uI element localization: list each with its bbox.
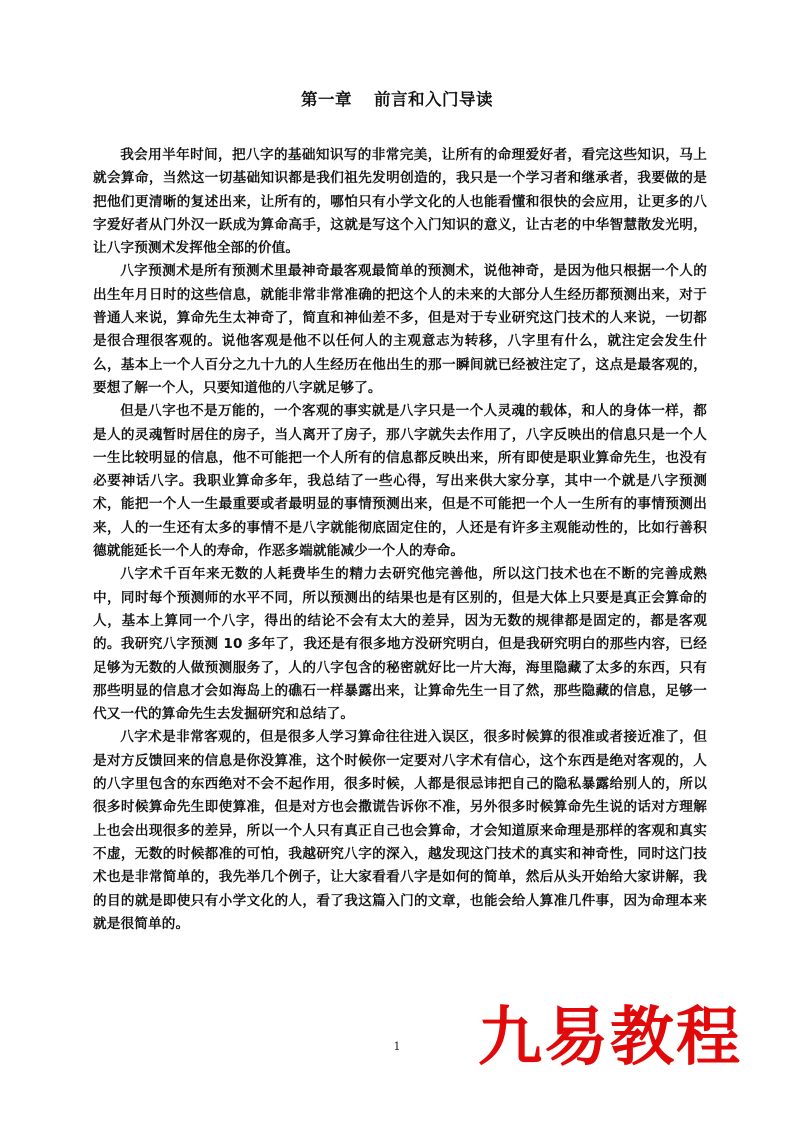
paragraph-3: 但是八字也不是万能的，一个客观的事实就是八字只是一个人灵魂的载体，和人的身体一样，都是人的灵魂暂时居住的房子，当人离开了房子，那八字就失去作用了，八字反映出的信息只是一个人一生比较明显的信息，他不可能把一个人所有的信息都反映出来，所有即使是职业算命先生，也没有必要神话八字。我职业算命多年，我总结了一些心得，写出来供大家分享，其中一个就是八字预测术，能把一个人一生最重要或者最明显的事情预测出来，但是不可能把一个人一生所有的事情预测出来，人的一生还有太多的事情不是八字就能彻底固定住的，人还是有许多主观能动性的，比如行善积德就能延长一个人的寿命，作恶多端就能减少一个人的寿命。 xyxy=(93,403,707,560)
page-number: 1 xyxy=(393,1040,401,1053)
chapter-label: 第一章 xyxy=(301,90,352,109)
chapter-title-text: 前言和入门导读 xyxy=(374,90,493,109)
body-text xyxy=(93,144,707,936)
paragraph-4: 八字术千百年来无数的人耗费毕生的精力去研究他完善他，所以这门技术也在不断的完善成熟中，同时每个预测师的水平不同，所以预测出的结果也是有区别的，但是大体上只要是真正会算命的人，基本上算同一个八字，得出的结论不会有太大的差异，因为无数的规律都是固定的，都是客观的。我研究八字预测 10 多年了，我还是有很多地方没研究明白，但是我研究明白的那些内容，已经足够为无数的人做预测服务了，人的八字包含的秘密就好比一片大海，海里隐藏了太多的东西，只有那些明显的信息才会如海岛上的礁石一样暴露出来，让算命先生一目了然，那些隐藏的信息，足够一代又一代的算命先生去发掘研究和总结了。 xyxy=(93,566,707,723)
paragraph-5: 八字术是非常客观的，但是很多人学习算命往往进入误区，很多时候算的很准或者接近准了，但是对方反馈回来的信息是你没算准，这个时候你一定要对八字术有信心，这个东西是绝对客观的，人的八字里包含的东西绝对不会不起作用，很多时候，人都是很忌讳把自己的隐私暴露给别人的，所以很多时候算命先生即使算准，但是对方也会撒谎告诉你不准，另外很多时候算命先生说的话对方理解上也会出现很多的差异，所以一个人只有真正自己也会算命，才会知道原来命理是那样的客观和真实不虚，无数的时候都准的可怕，我越研究八字的深入，越发现这门技术的真实和神奇性，同时这门技术也是非常简单的，我先举几个例子，让大家看看八字是如何的简单，然后从头开始给大家讲解，我的目的就是即使只有小学文化的人，看了我这篇入门的文章，也能会给人算准几件事，因为命理本来就是很简单的。 xyxy=(93,729,707,932)
watermark-logo: 九易教程 xyxy=(478,1001,742,1075)
chapter-heading xyxy=(0,86,794,110)
paragraph-2: 八字预测术是所有预测术里最神奇最客观最简单的预测术，说他神奇，是因为他只根据一个人的出生年月日时的这些信息，就能非常非常准确的把这个人的未来的大部分人生经历都预测出来，对于普通人来说，算命先生太神奇了，简直和神仙差不多，但是对于专业研究这门技术的人来说，一切都是很合理很客观的。说他客观是他不以任何人的主观意志为转移，八字里有什么，就注定会发生什么，基本上一个人百分之九十九的人生经历在他出生的那一瞬间就已经被注定了，这点是最客观的，要想了解一个人，只要知道他的八字就足够了。 xyxy=(93,263,707,396)
paragraph-1: 我会用半年时间，把八字的基础知识写的非常完美，让所有的命理爱好者，看完这些知识，马上就会算命，当然这一切基础知识都是我们祖先发明创造的，我只是一个学习者和继承者，我要做的是把他们更清晰的复述出来，让所有的，哪怕只有小学文化的人也能看懂和很快的会应用，让更多的八字爱好者从门外汉一跃成为算命高手，这就是写这个入门知识的意义，让古老的中华智慧散发光明，让八字预测术发挥他全部的价值。 xyxy=(93,147,707,257)
